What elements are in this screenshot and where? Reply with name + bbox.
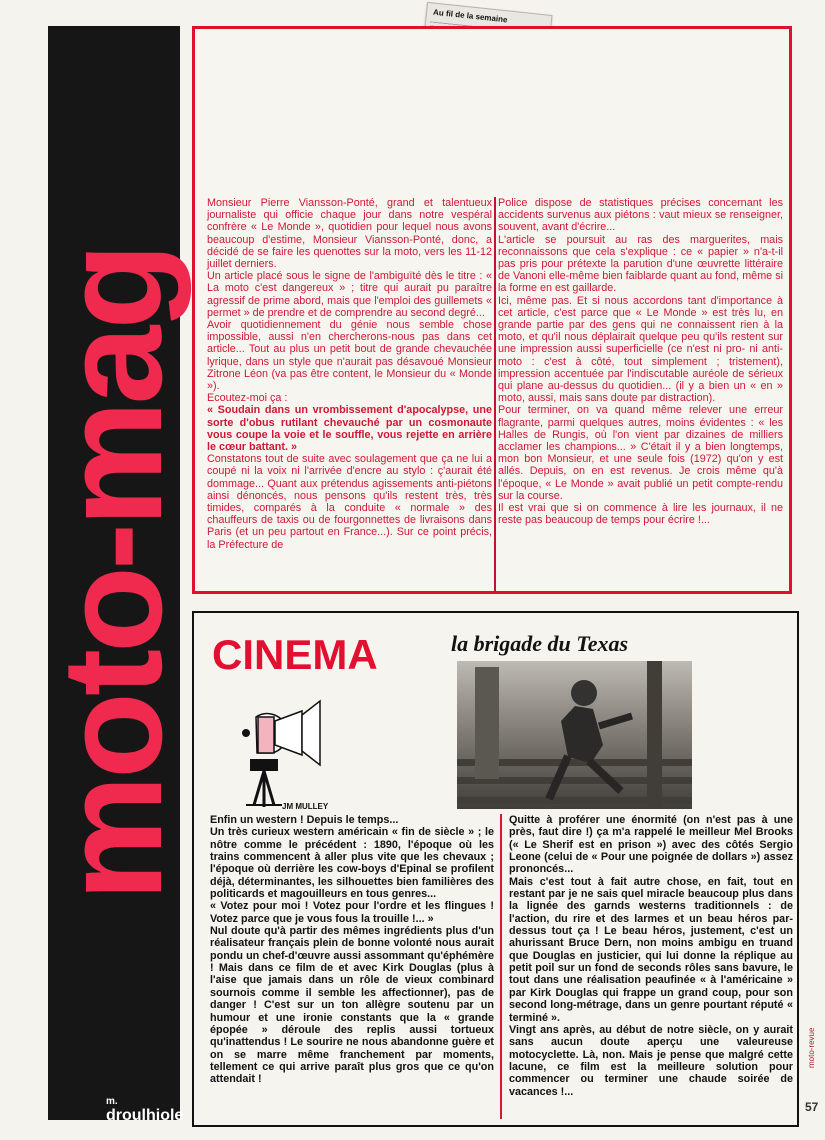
cinema-paragraph-3: « Votez pour moi ! Votez pour l'ordre et les flingues ! Votez parce que je vous fous la trouille !... » [210, 900, 494, 925]
press-quote: « Soudain dans un vrombissement d'apocalypse, une sorte d'obus rutilant chevauché par un cosmonaute vous coupe la voie et le souffle, vous rejette en arrière le cœur battant. » [207, 404, 492, 454]
cinema-right-paragraph-3: Vingt ans après, au début de notre siècle, on y aurait sans aucun doute aperçu une valeureuse motocyclette. Là, non. Mais je pense que malgré cette lacune, ce film est la meilleure solution pour commencer ou terminer une chaude soirée de vacances !... [509, 1023, 793, 1098]
author-credit [106, 1096, 183, 1125]
cinema-right-paragraph-1: Quitte à proférer une énormité (on n'est pas à une près, faut dire !) ça m'a rappelé le meilleur Mel Brooks (« Le Sherif est en prison ») avec des côtés Sergio Leone (celui de « Pour une poignée de dollars ») assez prononcés... [509, 814, 793, 876]
press-review-box [192, 26, 792, 594]
press-paragraph-1: Monsieur Pierre Viansson-Ponté, grand et talentueux journaliste qui officie chaque jour dans notre vespéral confrère « Le Monde », quotidien pour lequel nous avons beaucoup d'estime, Monsieur Viansson-Ponté, donc, a décidé de se faire les quenottes sur la moto, vers les 11-12 juillet derniers. [207, 197, 492, 271]
cinema-title: CINEMA [212, 631, 378, 678]
press-paragraph-4: Ecoutez-moi ça : [207, 392, 288, 405]
press-right-paragraph-2: L'article se poursuit au ras des marguerites, mais reconnaissons que cela s'explique : ce « papier » n'a-t-il pas pris pour prétexte la parution d'une œuvrette littéraire de Vanoni elle-même bien faiblarde quant au fond, même si la forme en est gaillarde. [498, 233, 783, 295]
press-right-paragraph-3: Ici, même pas. Et si nous accordons tant d'importance à cet article, c'est parce que « Le Monde » est très lu, en grande partie par des gens qui ne connaissent rien à la moto, et qu'il nous déplairait quelque peu qu'ils restent sur une impression aussi superficielle (ce n'est ni pro- ni anti-moto : c'est à côté, tout simplement ; tristement), impression accentuée par l'indiscutable auréole de sérieux qui plane au-dessus du quotidien... (il y a bien un « en » moto, aussi, mais sans doute par distraction). [498, 294, 783, 405]
cinema-box [192, 611, 799, 1127]
camera-drawing [226, 687, 330, 813]
cinema-column-divider [500, 814, 502, 1119]
press-paragraph-2: Un article placé sous le signe de l'ambiguïté dès le titre : « La moto c'est dangereux » ; titre qui aurait pu paraître agressif de prime abord, mais que l'emploi des guillemets « permet » de prendre et de comprendre au second degré... [207, 270, 492, 319]
camera-illustration [226, 687, 330, 813]
brand-text: moto-mag [33, 246, 192, 902]
press-left-column [207, 197, 492, 551]
author-initial: m. [106, 1096, 118, 1107]
brand-wordmark [33, 39, 192, 1109]
cinema-paragraph-2: Un très curieux western américain « fin de siècle » ; le nôtre comme le précédent : 1890, l'époque où les trains commencent à aller plus vite que les chevaux ; l'époque où derrière les cow-boys d'Epinal se profilent déjà, déterminantes, les silhouettes bien familières des politicards et magouilleurs en tous genres... [210, 826, 494, 901]
cinema-left-column [210, 814, 494, 1086]
column-divider [494, 197, 496, 592]
magazine-name: moto-revue [807, 1027, 816, 1068]
left-sidebar [33, 26, 192, 1124]
film-title: la brigade du Texas [451, 631, 629, 656]
camera-credit: JM MULLEY [282, 802, 329, 811]
newspaper-header: Au fil de la semaine [432, 7, 508, 25]
cinema-paragraph-4: Nul doute qu'à partir des mêmes ingrédients plus d'un réalisateur français plein de bonne volonté nous aurait pondu un chef-d'œuvre aussi assommant qu'éphémère ! Mais dans ce film de et avec Kirk Douglas (plus à l'aise que jamais dans un rôle de vieux combinard sournois comme il semble les affectionner), pas de danger ! C'est sur un ton allègre soutenu par un humour et une ironie constants que la « grande épopée » déroule des replis aussi tortueux qu'inattendus ! Le sourire ne nous abandonne guère et on se marre même franchement par moments, tellement ce qui arrive paraît plus gros que ce qu'on attendait ! [210, 925, 494, 1086]
cinema-paragraph-1: Enfin un western ! Depuis le temps... [210, 814, 399, 826]
press-right-column [498, 197, 783, 526]
cinema-right-paragraph-2: Mais c'est tout à fait autre chose, en fait, tout en restant par je ne sais quel miracle beaucoup plus dans la lignée des garnds westerns traditionnels : de l'action, du rire et des larmes et un beau héros par-dessus tout ça ! Le beau héros, justement, c'est un ahurissant Bruce Dern, non moins ambigu en truand que Douglas en justicier, qui lui donne la réplique au petit poil sur un fond de seconds rôles sans bavure, le tout dans une réalisation peaufinée « à l'américaine » par Kirk Douglas qui frappe un grand coup, pour son second long-métrage, dans un genre pourtant réputé « terminé ». [509, 875, 793, 1024]
press-right-paragraph-4: Pour terminer, on va quand même relever une erreur flagrante, parmi quelques autres, moins évidentes : « les Halles de Rungis, où l'on vient par dizaines de milliers acclamer les champions... » C'était il y a bien longtemps, mon bon Monsieur, et une seule fois (1972) qu'on y est allés. Depuis, on en est revenus. Je crois même qu'à l'époque, « Le Monde » avait publié un petit compte-rendu sur la course. [498, 404, 783, 502]
author-name: droulhiole [106, 1107, 184, 1124]
film-photo [457, 661, 692, 809]
press-right-paragraph-1: Police dispose de statistiques précises concernant les accidents survenus aux piétons : vaut mieux se renseigner, souvent, avant d'écrire... [498, 197, 783, 234]
press-right-paragraph-5: Il est vrai que si on commence à lire les journaux, il ne reste pas beaucoup de temps pour écrire !... [498, 502, 783, 527]
press-paragraph-6: Constatons tout de suite avec soulagement que ça ne lui a coupé ni la voix ni l'arrivée d'encre au stylo : ç'aurait été dommage... Quant aux prétendus agissements anti-piétons ainsi dénoncés, nous pensons qu'ils restent très, très timides, comparés à la conduite « normale » des chauffeurs de taxis ou de fourgonnettes de livraisons dans Paris (et un peu partout en France...). Sur ce point précis, la Préfecture de [207, 453, 492, 551]
cinema-right-column [509, 814, 793, 1098]
photo-overlay [457, 661, 692, 809]
press-paragraph-3: Avoir quotidiennement du génie nous semble chose impossible, aussi n'en chercherons-nous pas dans cet article... Tout au plus un petit bout de grande chevauchée lyrique, dans un style que n'aurait pas désavoué Monsieur Zitrone Léon (va pas être content, le Monsieur du « Monde »). [207, 319, 492, 393]
page-number: 57 [805, 1100, 819, 1114]
